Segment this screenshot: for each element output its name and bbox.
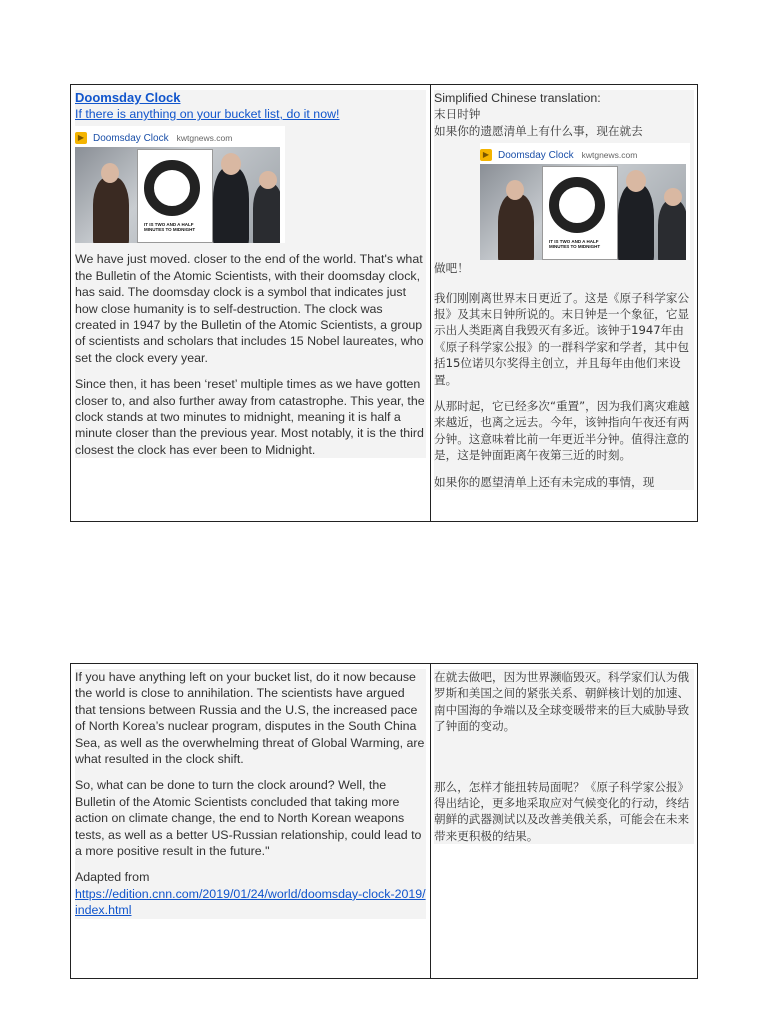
- person-left: [498, 194, 534, 260]
- person-right: [658, 200, 686, 260]
- doomsday-clock-title-link[interactable]: Doomsday Clock: [75, 90, 181, 105]
- english-paragraph-4: So, what can be done to turn the clock around? Well, the Bulletin of the Atomic Scientists concluded that taking more action on climate change, the end to North Korean weapons tests, as well as a better US-Russian relationship, could lead to a more positive result in the future.": [75, 778, 422, 859]
- channel-site-chinese: kwtgnews.com: [581, 150, 638, 161]
- chinese-paragraph-1: 我们刚刚离世界末日更近了。这是《原子科学家公报》及其末日钟所说的。末日钟是一个象征，它显示出人类距离自我毁灭有多近。该钟于1947年由《原子科学家公报》的一群科学家和学者，其中包括15位诺贝尔奖得主创立，并且每年由他们来设置。: [434, 290, 690, 387]
- translation-table-1: [70, 84, 698, 522]
- doomsday-clock-photo-chinese: [480, 164, 686, 260]
- person-right: [253, 183, 280, 243]
- chinese-column-2: [431, 664, 697, 978]
- clock-face-icon: [549, 177, 605, 233]
- english-paragraph-1: We have just moved. closer to the end of the world. That's what the Bulletin of the Atomic Scientists, with their doomsday clock, has said. The doomsday clock is a symbol that indicates just how close humanity is to self-destruction. The clock was created in 1947 by the Bulletin of the Atomic Scientists, a group of scientists and scholars that includes 15 Nobel laureates, who set the clock every year.: [75, 252, 424, 365]
- english-column-2: [71, 664, 431, 978]
- english-paragraph-3: If you have anything left on your bucket list, do it now because the world is close to annihilation. The scientists have argued that tensions between Russia and the U.S, the increased pace of North Korea’s nuclear program, disputes in the South China Sea, as well as the overwhelming threat of Global Warming, are what resulted in the clock shift.: [75, 670, 425, 767]
- channel-name: Doomsday Clock: [93, 132, 169, 144]
- person-center: [213, 167, 249, 243]
- clock-face-icon: [144, 160, 200, 216]
- chinese-subtitle: 如果你的遗愿清单上有什么事，现在就去: [434, 123, 643, 138]
- video-thumbnail[interactable]: [75, 126, 285, 243]
- english-column-1: [71, 85, 431, 521]
- chinese-paragraph-5: 那么，怎样才能扭转局面呢？《原子科学家公报》得出结论，更多地采取应对气候变化的行动，终结朝鲜的武器测试以及改善美俄关系，可能会在未来带来更积极的结果。: [434, 779, 690, 843]
- english-paragraph-2: Since then, it has been ‘reset’ multiple times as we have gotten closer to, and also further away from catastrophe. This year, the clock stands at two minutes to midnight, meaning it is half a minute closer than the previous year. Most notably, it is the third closest the clock has ever been to Midnight.: [75, 377, 425, 457]
- clock-board: [137, 149, 213, 243]
- chinese-after-image: 做吧！: [434, 261, 469, 276]
- chinese-paragraph-3: 如果你的愿望清单上还有未完成的事情，现: [434, 474, 655, 489]
- chinese-title: 末日时钟: [434, 107, 481, 122]
- clock-caption-chinese: IT IS TWO AND A HALF MINUTES TO MIDNIGHT: [549, 239, 601, 250]
- chinese-paragraph-4: 在就去做吧，因为世界濒临毁灭。科学家们认为俄罗斯和美国之间的紧张关系、朝鲜核计划的加速、南中国海的争端以及全球变暖带来的巨大威胁导致了钟面的变动。: [434, 670, 690, 734]
- clock-caption: IT IS TWO AND A HALF MINUTES TO MIDNIGHT: [144, 222, 196, 233]
- channel-name-chinese: Doomsday Clock: [498, 149, 574, 161]
- thumbnail-header-chinese: [480, 146, 690, 164]
- translation-heading: Simplified Chinese translation:: [434, 91, 601, 105]
- chinese-content-block: [434, 90, 694, 490]
- video-thumbnail-chinese[interactable]: [480, 143, 690, 260]
- channel-site: kwtgnews.com: [176, 133, 233, 144]
- english-content-block-2: [75, 669, 426, 919]
- chinese-paragraph-2: 从那时起，它已经多次“重置”，因为我们离灾难越来越近，也离之远去。今年，该钟指向午夜还有两分钟。这意味着比前一年更近半分钟。值得注意的是，这是钟面距离午夜第三近的时刻。: [434, 399, 690, 463]
- adapted-from-label: Adapted from: [75, 870, 150, 885]
- doomsday-clock-photo: [75, 147, 280, 243]
- chinese-content-block-2: [434, 669, 694, 844]
- youtube-logo-icon: ▶: [480, 149, 492, 161]
- person-center: [618, 184, 654, 260]
- thumbnail-header: [75, 129, 285, 147]
- clock-board: [542, 166, 618, 260]
- english-content-block: [75, 90, 426, 458]
- chinese-column-1: [431, 85, 697, 521]
- youtube-logo-icon: ▶: [75, 132, 87, 144]
- bucket-list-link[interactable]: If there is anything on your bucket list, do it now!: [75, 107, 340, 121]
- person-left: [93, 177, 129, 243]
- source-link[interactable]: https://edition.cnn.com/2019/01/24/world/doomsday-clock-2019/index.html: [75, 886, 426, 918]
- translation-table-2: [70, 663, 698, 979]
